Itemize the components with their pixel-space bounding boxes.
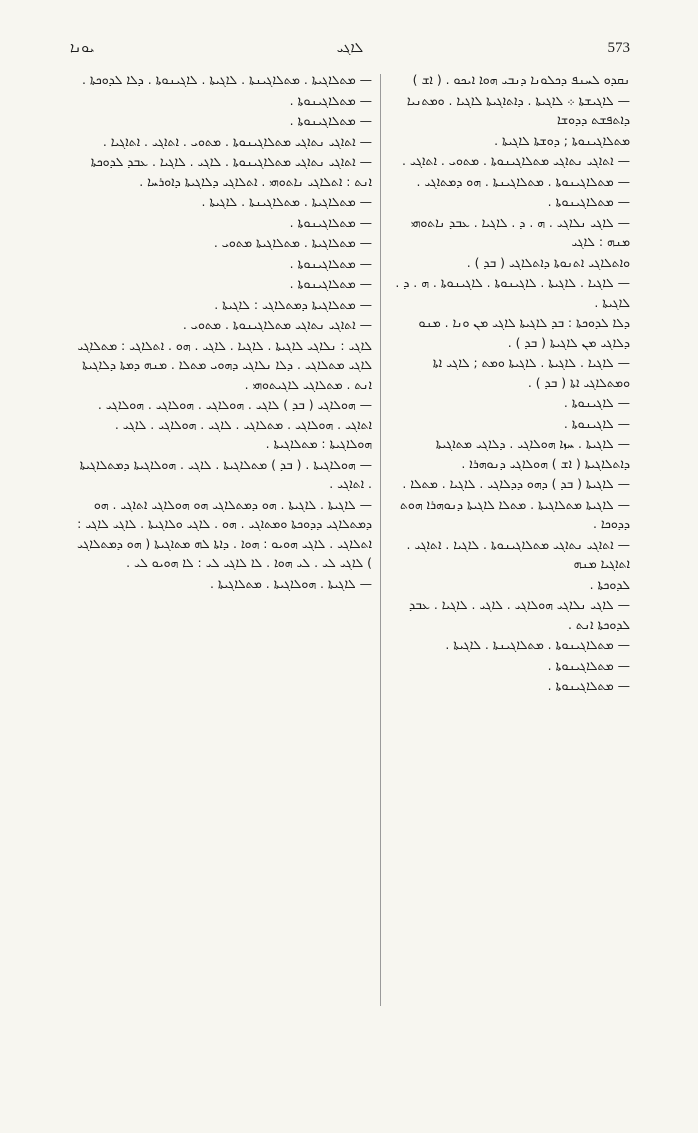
dictionary-entry: ܢܩܕܘ ܠܚܢܦ ܕܟܠܘܢܐ ܕܢܒܝ ܗܘܐ ܐܝܟܘ . ( ܐܫ ) (412, 72, 630, 87)
dictionary-entry: — ܡܬܠܐܓܝܢܘܬܐ . (547, 194, 630, 209)
dictionary-entry: — ܡܬܠܐܓܝܬܐ . ܡܬܠܐܓܝܢܬܐ . ܠܐܓܝܬܐ . (201, 194, 372, 209)
page-number: 573 (607, 40, 630, 56)
dictionary-entry: — ܡܬܠܐܓܝܢܘܬܐ . (289, 214, 372, 230)
dictionary-entry: — ܡܬܠܐܓܝܢܘܬܐ . (547, 678, 630, 693)
dictionary-entry: — ܠܐܓܝܐ . ܠܐܓܝܬܐ . ܠܐܓܝܬܐ ܘܡܬ ; ܠܐܓܝ ܐܬܐ ܘܡܬܠܐܓܝ ܐܬܐ ( ܒܕ ) . (432, 355, 630, 390)
dictionary-entry: — ܡܬܠܐܓܝܬܐ ܕܡܬܠܐܓܝ : ܠܐܓܝܬܐ . (214, 296, 372, 312)
dictionary-entry: — ܡܬܠܐܓܝܢܘܬܐ . ܡܬܠܐܓܝܢܬܐ . ܠܐܓܝܬܐ . (445, 637, 630, 652)
dictionary-entry: ܠܕܘܟܬܐ . (589, 576, 630, 592)
dictionary-entry: — ܡܬܠܐܓܝܢܘܬܐ . ܡܬܠܐܓܝܢܬܐ . ܗܘ ܕܡܬܐܓܝ . (416, 173, 630, 189)
running-head-left: ܝܘܢܐ (70, 40, 95, 56)
dictionary-entry: — ܡܬܠܐܓܝܬܐ . ܡܬܠܐܓܝܬܐ ܡܬܘܝ . (213, 235, 372, 250)
dictionary-entry: — ܐܬܐܓܝ ܢܬܐܓܝ ܡܬܠܐܓܝܢܘܬܐ . ܡܬܘܝ . (182, 317, 372, 332)
dictionary-entry: — ܡܬܠܐܓܝܢܘܬܐ . (547, 657, 630, 673)
dictionary-entry: — ܠܐܓܝܬܐ ( ܒܕ ) ܕܗܘ ܕܕܠܐܓܝ . ܠܐܓܝܐ . ܡܬܠܐ . (402, 476, 630, 491)
dictionary-entry: — ܠܐܓܝܢܘܬܐ . (563, 395, 630, 410)
dictionary-entry: ܠܐܓܝ : ܢܠܐܓܝ ܠܐܓܝܬܐ . ܠܐܓܝܐ . ܠܐܓܝ . ܗܘ . ܐܬܠܐܓܝ : ܡܬܠܐܓܝ ܠܐܓܝ ܡܬܠܐܓܝ . ܕܠܐ ܢܠܐܓܝ ܕܗܘܝ ܡܬܠܐ . ܡܢܗ ܕܡܬܐ ܕܠܐܓܝܬܐ ܐܢܬ . ܡܬܠܐܓܝ ܠܐܓܝܬܘܗܝ . (77, 337, 372, 392)
dictionary-entry: — ܠܐܓܝܬܐ . ܗܘܠܐܓܝܬܐ . ܡܬܠܐܓܝܬܐ . (210, 575, 372, 591)
running-head-center: ܠܐܓܝ (336, 40, 364, 56)
dictionary-entry: — ܗܘܠܐܓܝܬܐ . ( ܒܕ ) ܡܬܠܐܓܝܬܐ . ܠܐܓܝ . ܗܘܠܐܓܝܬܐ ܕܡܬܠܐܓܝܬܐ . ܐܬܐܓܝ . (79, 456, 372, 491)
dictionary-entry: — ܠܐܓܝ ܢܠܐܓܝ ܗܘܠܐܓܝ . ܠܐܓܝ . ܠܐܓܝܐ . ܥܒܕ ܠܕܘܟܬܐ ܐܢܬ . (409, 597, 630, 632)
dictionary-entry: ܘܐܬܠܐܓܝ ܐܬܢܘܬܐ ܕܐܬܠܐܓܝ ( ܒܕ ) . (466, 254, 630, 270)
dictionary-entry: — ܠܐܓܝ ܢܠܐܓܝ . ܗ . ܕ . ܠܐܓܝܐ . ܥܒܕ ܢܐܬܘܗܝ ܡܢܗ : ܠܐܓܝ (410, 214, 630, 249)
dictionary-entry: — ܠܐܓܝܐ . ܠܐܓܝܬܐ . ܠܐܓܝܢܘܬܐ . ܠܐܓܝܢܘܬܐ . ܗ . ܕ . ܠܐܓܝܬܐ . (395, 275, 630, 310)
dictionary-entry: — ܡܬܠܐܓܝܢܘܬܐ . (289, 255, 372, 271)
column-divider (380, 74, 381, 1006)
dictionary-entry: — ܠܐܓܝܬܐ . ܚܙܐ ܗܘܠܐܓܝ . ܕܠܐܓܝ ܡܬܐܓܝܬܐ ܕܐܬܠܐܓܝܬܐ ( ܐܫ ) ܗܘܠܐܓܝ ܕܢܘܗܪܐ . (435, 436, 630, 471)
dictionary-entry: — ܠܐܓܝܬܐ ܡܬܠܐܓܝܬܐ . ܡܬܠܐ ܠܐܓܝܬܐ ܕܢܘܗܪܐ ܗܘܬ ܕܕܘܟܐ . (400, 496, 630, 531)
dictionary-entry: — ܡܬܠܐܓܝܢܘܬܐ . (289, 92, 372, 108)
dictionary-entry: — ܠܐܓܝܫܬܐ ܀ ܠܐܓܝܬܐ . ܕܐܬܐܓܝܬܐ ܠܐܓܝܐ . ܘܡܬܢܝܐ ܕܐܬܦܫܬ ܕܕܘܫܐ (406, 92, 630, 127)
left-column (72, 70, 372, 594)
dictionary-entry: — ܡܬܠܐܓܝܬܐ . ܡܬܠܐܓܝܢܬܐ . ܠܐܓܝܬܐ . ܠܐܓܝܢܘܬܐ . ܕܠܐ ܠܕܘܟܬܐ . (81, 72, 372, 87)
dictionary-entry: ܡܬܠܐܓܝܢܘܬܐ ; ܕܘܫܬܐ ܠܐܓܝܬܐ . (494, 132, 630, 148)
dictionary-entry: — ܐܬܐܓܝ ܢܬܐܓܝ ܡܬܠܐܓܝܢܘܬܐ . ܠܐܓܝܐ . ܐܬܐܓܝ . ܐܬܐܓܝܐ ܡܢܗ (406, 536, 630, 571)
dictionary-entry: ܕܠܐ ܠܕܘܟܬܐ : ܒܕ ܠܐܓܝܬܐ ܠܐܓܝ ܡܢ ܘܢܐ . ܡܢܘ ܕܠܐܓܝ ܡܢ ܠܐܓܝܬܐ ( ܒܕ ) . (418, 315, 630, 350)
page-header (70, 40, 630, 64)
dictionary-entry: — ܡܬܠܐܓܝܢܘܬܐ . (289, 113, 372, 128)
dictionary-entry: — ܐܬܐܓܝ ܢܬܐܓܝ ܡܬܠܐܓܝܢܘܬܐ . ܡܬܘܝ . ܐܬܐܓܝ . (402, 153, 630, 168)
dictionary-entry: — ܠܐܓܝܢܘܬܐ . (563, 415, 630, 431)
dictionary-entry: — ܠܐܓܝܬܐ . ܠܐܓܝܬܐ . ܗܘ ܕܡܬܠܐܓܝ ܗܘ ܗܘܠܐܓܝ ܐܬܐܓܝ . ܗܘ ܕܡܬܠܐܓܝ ܕܕܘܟܬܐ ܘܡܬܐܓܝ . ܗܘ . ܠܐܓܝ ܘܠܐܓܝܬܐ . ܠܐܓܝ ܠܐܓܝ : ܐܬܠܐܓܝ . ܠܐܓܝ ܗܘܝܘ : ܗܘܐ . ܕܐܬܐ ܠܗ ܡܬܐܓܝܬܐ ( ܗܘ ܕܡܬܠܐܓܝ ) ܠܐܓܝ ܠܝ . ܠܝ ܗܘܐ . ܠܐ ܠܐܓܝ ܠܝ : ܠܐ ܗܘܝܘ ܠܝ . (77, 496, 372, 570)
dictionary-entry: — ܐܬܐܓܝ ܢܬܐܓܝ ܡܬܠܐܓܝܢܘܬܐ . ܠܐܓܝ . ܠܐܓܝܐ . ܥܒܕ ܠܕܘܟܬܐ ܐܢܬ : ܐܬܠܐܓܝ ܢܐܬܘܗܝ . ܐܬܠܐܓܝ ܕܠܐܓܝܬܐ ܕܐܘܪܚܐ . (90, 154, 372, 189)
dictionary-entry: — ܐܬܐܓܝ ܢܬܐܓܝ ܡܬܠܐܓܝܢܘܬܐ . ܡܬܘܝ . ܐܬܐܓܝ . ܐܬܐܓܝܐ . (102, 133, 372, 149)
right-column (390, 70, 630, 697)
dictionary-entry: — ܡܬܠܐܓܝܢܘܬܐ . (289, 276, 372, 291)
dictionary-entry: — ܗܘܠܐܓܝ ( ܒܕ ) ܠܐܓܝ . ܗܘܠܐܓܝ . ܗܘܠܐܓܝ . ܗܘܠܐܓܝ . ܐܬܐܓܝ . ܗܘܠܐܓܝ . ܡܬܠܐܓܝ . ܠܐܓܝ . ܗܘܠܐܓܝ . ܠܐܓܝ . ܗܘܠܐܓܝܬܐ : ܡܬܠܐܓܝܬܐ . (97, 397, 372, 451)
